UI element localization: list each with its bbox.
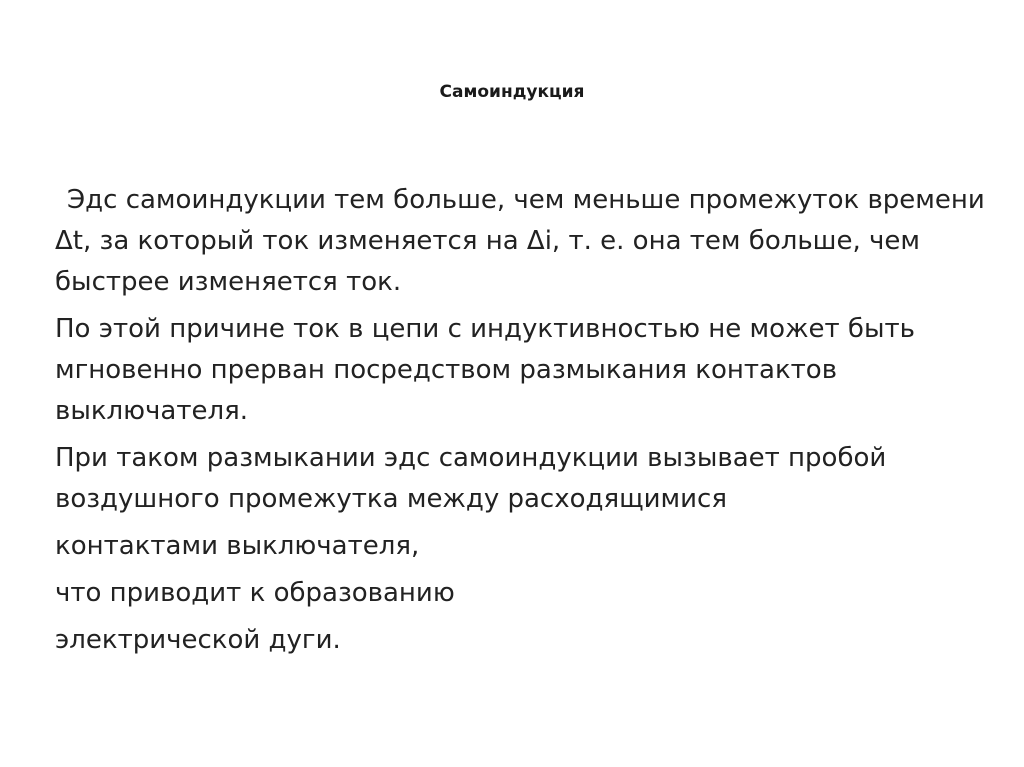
paragraph-breakdown: При таком размыкании эдс самоиндукции вызывает пробой воздушного промежутка между расходящимися xyxy=(55,443,887,514)
slide-body xyxy=(55,180,985,661)
text-line-leads-to: что приводит к образованию xyxy=(55,578,455,608)
slide-title: Самоиндукция xyxy=(439,82,585,102)
paragraph-inductance-current: По этой причине ток в цепи с индуктивностью не может быть мгновенно прерван посредством размыкания контактов выключателя. xyxy=(55,314,915,426)
text-line-contacts: контактами выключателя, xyxy=(55,531,420,561)
text-line-electric-arc: электрической дуги. xyxy=(55,625,341,655)
paragraph-emf-definition: Эдс самоиндукции тем больше, чем меньше промежуток времени Δt, за который ток изменяется на Δi, т. е. она тем больше, чем быстрее изменяется ток. xyxy=(55,185,985,297)
